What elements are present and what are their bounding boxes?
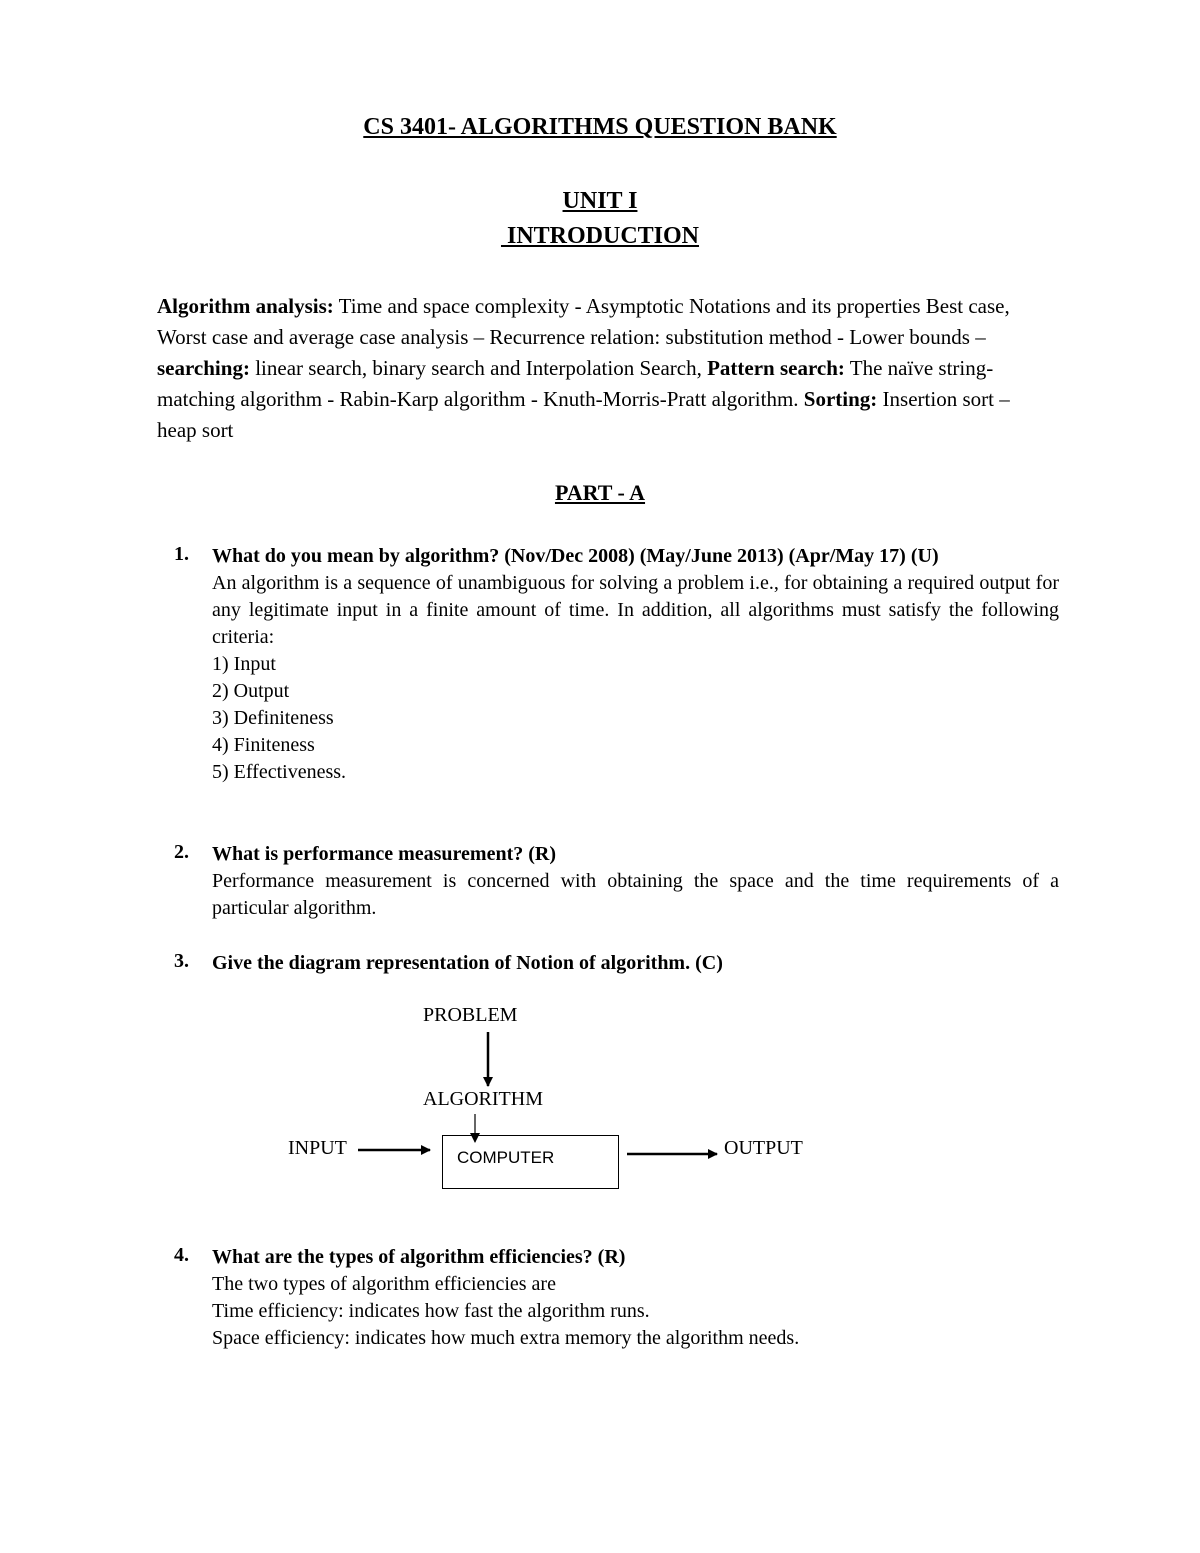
- question-number: 4.: [174, 1244, 189, 1266]
- part-heading: PART - A: [554, 480, 646, 505]
- question-text: What are the types of algorithm efficiencies? (R): [212, 1246, 626, 1268]
- question-4: [174, 1244, 1059, 1352]
- syllabus-text-pattern: The naïve string- matching algorithm - Rabin-Karp algorithm - Knuth-Morris-Pratt algorithm.: [157, 356, 994, 411]
- algorithm-label: ALGORITHM: [423, 1088, 543, 1110]
- document-title: CS 3401- ALGORITHMS QUESTION BANK: [363, 114, 837, 140]
- problem-label: PROBLEM: [423, 1004, 518, 1026]
- criteria-item: 1) Input: [212, 653, 276, 675]
- question-text: Give the diagram representation of Notion of algorithm. (C): [212, 952, 723, 974]
- computer-box: [442, 1135, 619, 1189]
- syllabus-text-searching: linear search, binary search and Interpolation Search,: [249, 356, 708, 380]
- notion-of-algorithm-diagram: [280, 1000, 840, 1200]
- question-number: 2.: [174, 841, 189, 863]
- answer-line: Space efficiency: indicates how much extra memory the algorithm needs.: [212, 1327, 800, 1349]
- criteria-item: 4) Finiteness: [212, 734, 315, 756]
- question-1: [174, 543, 1059, 786]
- answer-line: The two types of algorithm efficiencies are: [212, 1273, 556, 1295]
- criteria-item: 3) Definiteness: [212, 707, 334, 729]
- syllabus-label-searching: searching:: [157, 356, 250, 380]
- syllabus-label-sorting: Sorting:: [803, 387, 878, 411]
- answer-line: Time efficiency: indicates how fast the algorithm runs.: [212, 1300, 650, 1322]
- syllabus-text-analysis: Time and space complexity - Asymptotic Notations and its properties Best case, Worst case and average case analysis – Recurrence relation: substitution method - Lower bounds –: [157, 294, 1010, 349]
- criteria-item: 5) Effectiveness.: [212, 761, 347, 783]
- syllabus-label-analysis: Algorithm analysis:: [157, 294, 334, 318]
- unit-heading: UNIT I: [562, 188, 638, 214]
- syllabus-paragraph: [157, 291, 1037, 446]
- syllabus-label-pattern: Pattern search:: [707, 356, 845, 380]
- unit-title: INTRODUCTION: [500, 223, 700, 249]
- input-label: INPUT: [288, 1137, 347, 1159]
- question-number: 3.: [174, 950, 189, 972]
- answer-text: An algorithm is a sequence of unambiguous for solving a problem i.e., for obtaining a required output for any legitimate input in a finite amount of time. In addition, all algorithms must satisfy the following criteria:: [212, 572, 1059, 648]
- syllabus-text-sorting: Insertion sort – heap sort: [157, 387, 1010, 442]
- output-label: OUTPUT: [724, 1137, 803, 1159]
- question-3: [174, 950, 1059, 977]
- question-text: What is performance measurement? (R): [212, 843, 556, 865]
- answer-text: Performance measurement is concerned with obtaining the space and the time requirements of a particular algorithm.: [212, 870, 1059, 919]
- question-text: What do you mean by algorithm? (Nov/Dec 2008) (May/June 2013) (Apr/May 17) (U): [212, 545, 939, 567]
- criteria-item: 2) Output: [212, 680, 290, 702]
- question-number: 1.: [174, 543, 189, 565]
- question-2: [174, 841, 1059, 922]
- computer-label: COMPUTER: [457, 1148, 555, 1167]
